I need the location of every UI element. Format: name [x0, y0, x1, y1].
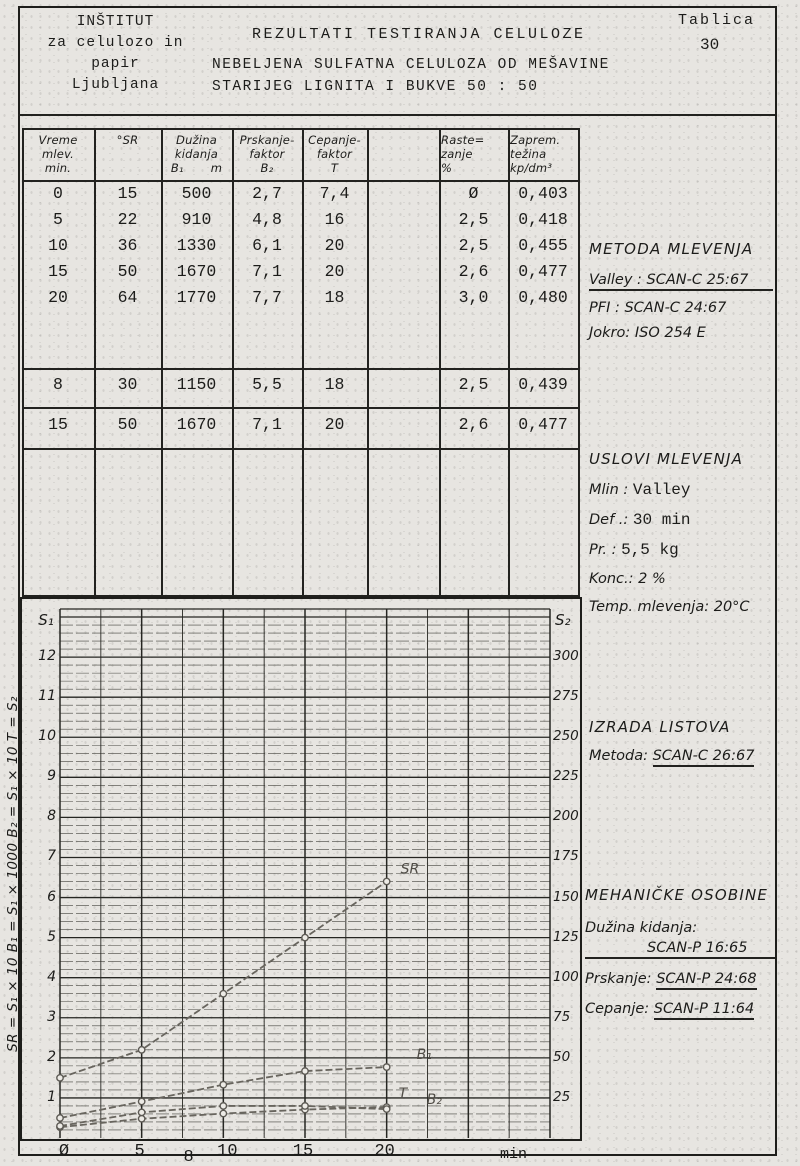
- note-line: [589, 571, 773, 587]
- table-cell: 22: [117, 210, 138, 229]
- table-cell: 2,7: [252, 184, 282, 203]
- left-axis-tick: 5: [47, 928, 56, 945]
- subtitle-line2: STARIJEG LIGNITA I BUKVE 50 : 50: [212, 79, 539, 95]
- left-axis-tick: 6: [47, 888, 56, 905]
- note-label: Def .:: [589, 512, 633, 528]
- note-duzina-value: SCAN-P 16:65: [585, 940, 775, 959]
- table-cell: 20: [48, 288, 68, 307]
- left-axis-tick: 4: [47, 968, 56, 985]
- table-cell: 15: [117, 184, 138, 203]
- data-point-B₂: [220, 1110, 226, 1116]
- beating-curves-chart: [20, 597, 582, 1141]
- note-line: [589, 481, 773, 499]
- note-value: 5,5 kg: [621, 541, 679, 559]
- x-tick-label: Ø: [58, 1142, 70, 1161]
- table-cell: 64: [117, 288, 138, 307]
- left-axis-tick: 8: [47, 808, 56, 825]
- table-row-border: [22, 180, 579, 182]
- x-axis-unit-label: min: [500, 1146, 528, 1163]
- data-point-T: [57, 1123, 63, 1129]
- table-cell: 18: [324, 375, 345, 394]
- table-cell: 15: [48, 415, 68, 434]
- note-label: PFI :: [589, 300, 625, 316]
- note-label: Metoda:: [589, 748, 653, 764]
- note-label: Temp. mlevenja:: [589, 599, 714, 615]
- note-label: Konc.:: [589, 571, 639, 587]
- data-point-B₁: [302, 1068, 308, 1074]
- left-axis-tick: 7: [47, 848, 56, 865]
- table-cell: 3,0: [458, 288, 489, 307]
- table-cell: 0,418: [518, 210, 568, 229]
- table-header-line: mlev.: [42, 147, 74, 161]
- table-header-line: min.: [44, 161, 72, 175]
- table-header-line: B₂: [260, 161, 274, 175]
- right-axis-tick: 200: [553, 808, 579, 825]
- table-cell: 7,4: [319, 184, 350, 203]
- table-cell: 2,5: [458, 210, 489, 229]
- table-header-line: Prskanje-: [239, 133, 295, 147]
- note-label: Jokro:: [589, 325, 635, 341]
- left-axis-tick: 10: [38, 728, 56, 745]
- table-cell: 8: [53, 375, 63, 394]
- chart-grid-svg: [22, 599, 580, 1139]
- table-cell: 36: [117, 236, 138, 255]
- left-axis-tick: 3: [47, 1008, 56, 1025]
- table-header-line: faktor: [316, 147, 353, 161]
- table-header-line: B₁ m: [170, 161, 223, 175]
- right-axis-tick: 225: [553, 768, 579, 785]
- header-divider: [18, 114, 775, 116]
- note-title: MEHANIČKE OSOBINE: [585, 886, 769, 904]
- left-axis-tick: 1: [47, 1088, 56, 1105]
- table-cell: 0,439: [518, 375, 568, 394]
- note-label: Mlin :: [589, 482, 633, 498]
- table-header-line: zanje: [441, 147, 473, 161]
- table-cell: 0: [53, 184, 63, 203]
- table-header-cell: [441, 133, 506, 175]
- right-axis-tick: 250: [553, 728, 579, 745]
- y-axis-formula-label: SR = S₁ × 10 B₁ = S₁ × 1000 B₂ = S₁ × 10 T = S₂: [5, 696, 21, 1052]
- table-cell: 0,477: [518, 415, 568, 434]
- right-axis-tick: 100: [553, 968, 579, 985]
- table-cell: 20: [324, 262, 345, 281]
- table-cell: 500: [181, 184, 212, 203]
- table-cell: 7,7: [252, 288, 282, 307]
- table-cell: 2,6: [458, 262, 489, 281]
- x-tick-label: 8: [183, 1148, 194, 1166]
- note-izrada-listova: [589, 718, 773, 772]
- table-header-line: Raste=: [441, 133, 485, 147]
- table-cell: 30: [117, 375, 138, 394]
- data-point-B₁: [138, 1098, 144, 1104]
- table-cell: 0,480: [518, 288, 568, 307]
- note-line: [585, 971, 775, 987]
- table-cell: 910: [181, 210, 212, 229]
- table-cell: 50: [117, 262, 138, 281]
- note-value: SCAN-C 26:67: [653, 748, 755, 767]
- table-header-line: °SR: [116, 133, 139, 147]
- table-header-cell: [24, 133, 92, 175]
- table-cell: 2,5: [458, 375, 489, 394]
- x-tick-label: 5: [134, 1142, 145, 1161]
- curve-label-T: T: [398, 1086, 408, 1103]
- table-cell: 16: [324, 210, 345, 229]
- table-cell: 2,6: [458, 415, 489, 434]
- note-value: 2 %: [638, 571, 666, 587]
- note-title: USLOVI MLEVENJA: [589, 450, 744, 468]
- table-header-cell: [510, 133, 576, 175]
- table-cell: 7,1: [252, 262, 282, 281]
- table-header-line: Vreme: [38, 133, 78, 147]
- table-column-border: [367, 128, 369, 597]
- note-mehanicke-osobine: [585, 886, 775, 1031]
- curve-label-B₁: B₁: [416, 1047, 432, 1064]
- left-axis-tick: 11: [38, 688, 56, 705]
- report-subtitle: [212, 54, 610, 98]
- data-point-B₁: [220, 1081, 226, 1087]
- table-cell: 0,403: [518, 184, 568, 203]
- table-row-border: [22, 407, 579, 409]
- data-point-B₁: [383, 1064, 389, 1070]
- note-value: ISO 254 E: [634, 325, 706, 341]
- note-value: SCAN-P 11:64: [654, 1001, 754, 1020]
- note-value: Valley: [632, 481, 691, 499]
- table-row-border: [22, 128, 579, 130]
- right-axis-tick: 125: [553, 928, 579, 945]
- note-label: Cepanje:: [585, 1001, 654, 1017]
- table-row-border: [22, 448, 579, 450]
- left-axis-tick: 2: [47, 1048, 56, 1065]
- right-axis-tick: 75: [553, 1008, 571, 1025]
- note-label: Valley :: [589, 272, 647, 288]
- right-axis-tick: 25: [553, 1088, 571, 1105]
- table-cell: 0,455: [518, 236, 568, 255]
- data-point-SR: [302, 934, 308, 940]
- institute-line3: Ljubljana: [71, 77, 160, 93]
- table-number: 30: [700, 36, 720, 54]
- note-line: [589, 748, 773, 764]
- results-table: [22, 128, 579, 597]
- right-axis-tick: 150: [553, 888, 579, 905]
- table-cell: 1770: [176, 288, 217, 307]
- table-header-cell: [163, 133, 230, 175]
- table-header-line: kidanja: [174, 147, 219, 161]
- table-cell: 1670: [176, 262, 217, 281]
- table-cell: 50: [117, 415, 138, 434]
- institute-line2: za celulozo in papir: [47, 35, 184, 72]
- table-header-line: Dužina: [176, 133, 217, 147]
- left-axis-title: S₁: [38, 611, 54, 629]
- curve-label-B₂: B₂: [426, 1092, 442, 1109]
- note-line: [589, 511, 773, 529]
- x-tick-label: 15: [292, 1142, 314, 1161]
- note-line: [589, 272, 773, 291]
- data-point-T: [220, 1103, 226, 1109]
- note-value: 20°C: [713, 599, 750, 615]
- table-cell: 2,5: [458, 236, 489, 255]
- note-label: Prskanje:: [585, 971, 657, 987]
- table-column-border: [578, 128, 580, 597]
- note-title: IZRADA LISTOVA: [589, 718, 731, 736]
- right-axis-tick: 300: [553, 648, 579, 665]
- data-point-SR: [138, 1047, 144, 1053]
- table-cell: 0,477: [518, 262, 568, 281]
- table-cell: 1330: [176, 236, 217, 255]
- table-cell: 18: [324, 288, 345, 307]
- table-cell: Ø: [468, 184, 479, 203]
- table-header-line: faktor: [249, 147, 285, 161]
- data-point-SR: [220, 991, 226, 997]
- table-header-line: T: [330, 161, 339, 175]
- note-title: METODA MLEVENJA: [589, 240, 754, 258]
- table-cell: 10: [48, 236, 68, 255]
- table-cell: 15: [48, 262, 68, 281]
- table-cell: 5: [53, 210, 63, 229]
- data-point-T: [138, 1109, 144, 1115]
- note-line: [585, 1001, 775, 1017]
- table-cell: 6,1: [252, 236, 282, 255]
- note-value: SCAN-P 24:68: [656, 971, 756, 990]
- right-axis-tick: 50: [553, 1048, 571, 1065]
- note-value: SCAN-C 24:67: [624, 300, 727, 316]
- data-point-B₂: [138, 1116, 144, 1122]
- table-label: Tablica: [678, 12, 756, 29]
- institute-block: [28, 12, 203, 96]
- note-value: SCAN-C 25:67: [646, 272, 749, 288]
- table-cell: 1150: [176, 375, 217, 394]
- table-header-cell: [234, 133, 300, 175]
- report-title: REZULTATI TESTIRANJA CELULOZE: [252, 26, 586, 43]
- right-axis-tick: 175: [553, 848, 579, 865]
- x-tick-label: 20: [374, 1142, 395, 1161]
- right-axis-title: S₂: [555, 611, 571, 629]
- table-cell: 20: [324, 415, 345, 434]
- note-value: 30 min: [632, 511, 691, 529]
- table-header-line: kp/dm³: [510, 161, 553, 175]
- note-duzina-label: Dužina kidanja:: [585, 920, 698, 936]
- note-line: [589, 599, 773, 615]
- table-cell: 7,1: [252, 415, 282, 434]
- curve-label-SR: SR: [400, 861, 420, 878]
- note-line: [589, 300, 773, 316]
- table-cell: 5,5: [252, 375, 282, 394]
- note-line: [589, 325, 773, 341]
- data-point-B₁: [57, 1115, 63, 1121]
- table-header-line: težina: [510, 147, 547, 161]
- data-point-T: [383, 1106, 389, 1112]
- note-label: Pr. :: [589, 542, 622, 558]
- right-axis-tick: 275: [553, 688, 579, 705]
- note-uslovi-mlevenja: [589, 450, 773, 627]
- table-row-border: [22, 368, 579, 370]
- data-point-SR: [57, 1075, 63, 1081]
- subtitle-line1: NEBELJENA SULFATNA CELULOZA OD MEŠAVINE: [212, 57, 610, 73]
- table-header-line: Zaprem.: [510, 133, 561, 147]
- table-cell: 4,8: [252, 210, 282, 229]
- left-axis-tick: 12: [38, 648, 56, 665]
- data-point-SR: [383, 878, 389, 884]
- table-cell: 20: [324, 236, 345, 255]
- note-metoda-mlevenja: [589, 240, 773, 350]
- data-point-T: [302, 1103, 308, 1109]
- table-header-line: Cepanje-: [308, 133, 361, 147]
- institute-line1: INŠTITUT: [76, 14, 155, 30]
- table-header-cell: [96, 133, 159, 147]
- table-header-line: %: [441, 161, 453, 175]
- note-line: [589, 541, 773, 559]
- left-axis-tick: 9: [47, 768, 56, 785]
- table-header-cell: [304, 133, 365, 175]
- x-tick-label: 10: [217, 1142, 238, 1161]
- table-cell: 1670: [176, 415, 217, 434]
